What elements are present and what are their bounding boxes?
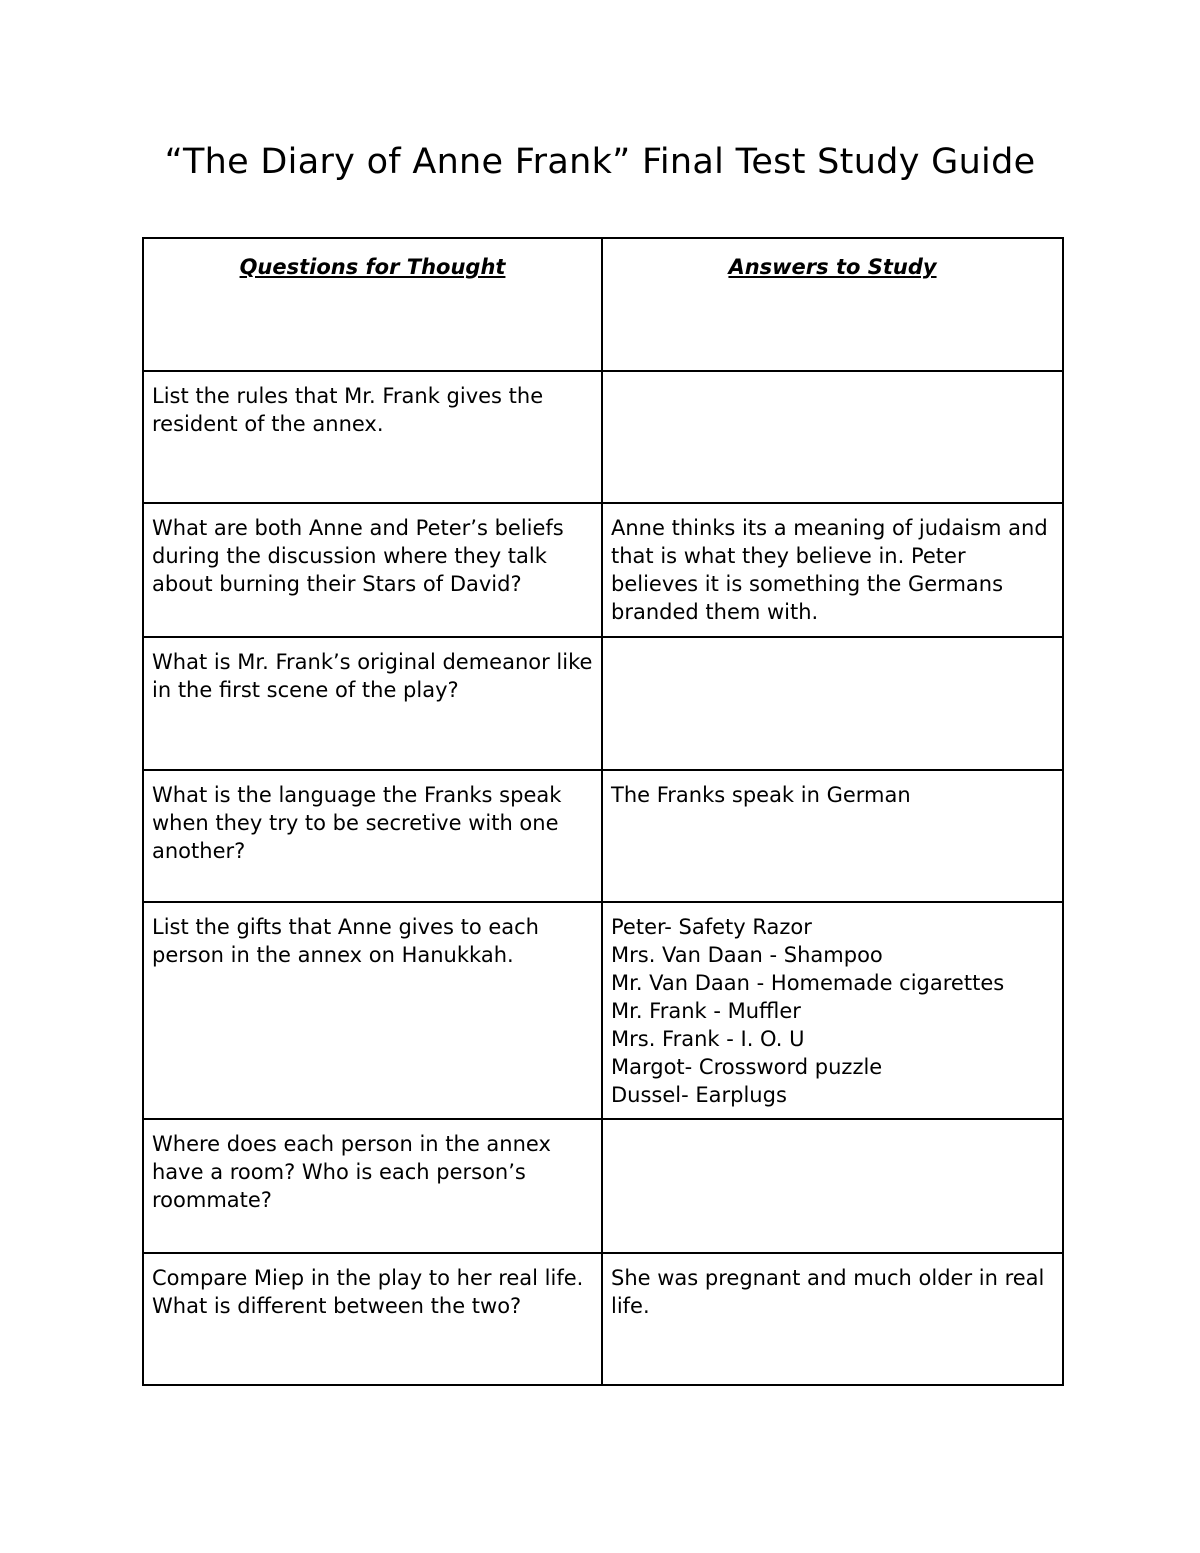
question-cell: What is Mr. Frank’s original demeanor like in the first scene of the play? [143,637,602,770]
question-cell: Where does each person in the annex have a room? Who is each person’s roommate? [143,1119,602,1253]
page-title: “The Diary of Anne Frank” Final Test Study Guide [164,142,1036,182]
gift-line: Dussel- Earplugs [611,1083,787,1107]
answer-cell: Anne thinks its a meaning of judaism and that is what they believe in. Peter believes it is something the Germans branded them with. [602,503,1063,637]
gift-line: Peter- Safety Razor [611,915,812,939]
answer-cell [602,902,1063,1119]
table-row [143,1253,1063,1385]
study-guide-table [142,237,1064,1386]
question-cell: Compare Miep in the play to her real life. What is different between the two? [143,1253,602,1385]
answer-cell: She was pregnant and much older in real life. [602,1253,1063,1385]
answer-cell: The Franks speak in German [602,770,1063,902]
gift-line: Mrs. Frank - I. O. U [611,1027,805,1051]
table-row [143,637,1063,770]
table-row [143,770,1063,902]
answer-cell [602,637,1063,770]
table-row [143,902,1063,1119]
question-cell: What are both Anne and Peter’s beliefs during the discussion where they talk about burning their Stars of David? [143,503,602,637]
table-row [143,503,1063,637]
gift-line: Mr. Frank - Muffler [611,999,801,1023]
gift-line: Mrs. Van Daan - Shampoo [611,943,883,967]
questions-header: Questions for Thought [143,238,602,371]
gift-line: Margot- Crossword puzzle [611,1055,883,1079]
table-row [143,371,1063,503]
question-cell: List the gifts that Anne gives to each person in the annex on Hanukkah. [143,902,602,1119]
answer-cell [602,371,1063,503]
table-row [143,1119,1063,1253]
answers-header: Answers to Study [602,238,1063,371]
question-cell: List the rules that Mr. Frank gives the resident of the annex. [143,371,602,503]
question-cell: What is the language the Franks speak when they try to be secretive with one another? [143,770,602,902]
table-header-row [143,238,1063,371]
answer-cell [602,1119,1063,1253]
gift-line: Mr. Van Daan - Homemade cigarettes [611,971,1005,995]
